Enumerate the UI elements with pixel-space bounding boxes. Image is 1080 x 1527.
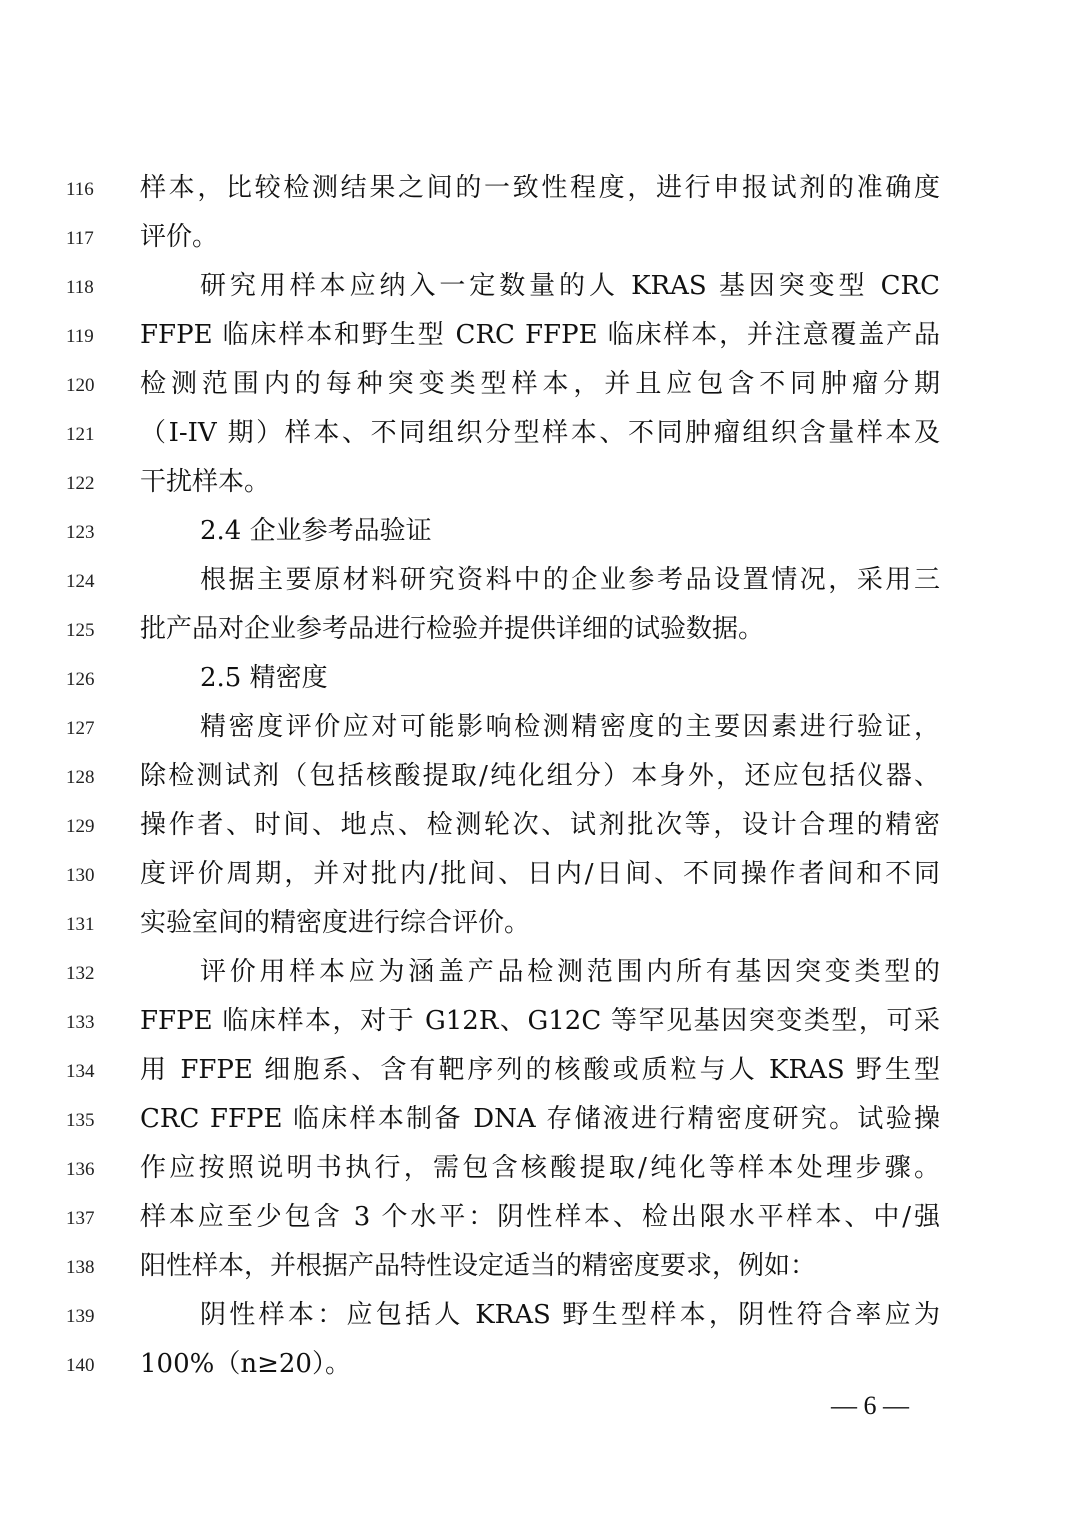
line-text: 2.5 精密度: [200, 663, 328, 693]
line-text: （I-IV 期）样本、不同组织分型样本、不同肿瘤组织含量样本及: [140, 418, 940, 448]
line-text: 评价用样本应为涵盖产品检测范围内所有基因突变类型的: [200, 957, 940, 987]
line-number: 140: [66, 1355, 95, 1376]
line-number: 119: [66, 326, 94, 347]
line-text: 2.4 企业参考品验证: [200, 516, 432, 546]
line-text: 样本，比较检测结果之间的一致性程度，进行申报试剂的准确度: [140, 173, 940, 203]
text-line: [0, 1195, 1080, 1244]
line-number: 136: [66, 1159, 95, 1180]
text-line: [0, 509, 1080, 558]
line-text: 根据主要原材料研究资料中的企业参考品设置情况，采用三: [200, 565, 940, 595]
line-text: 阴性样本：应包括人 KRAS 野生型样本，阴性符合率应为: [200, 1300, 940, 1330]
line-number: 138: [66, 1257, 95, 1278]
line-text: 精密度评价应对可能影响检测精密度的主要因素进行验证，: [200, 712, 940, 742]
line-number: 116: [66, 179, 94, 200]
line-number: 137: [66, 1208, 95, 1229]
line-text: 除检测试剂（包括核酸提取/纯化组分）本身外，还应包括仪器、: [140, 761, 940, 791]
line-number: 124: [66, 571, 95, 592]
line-text: 用 FFPE 细胞系、含有靶序列的核酸或质粒与人 KRAS 野生型: [140, 1055, 940, 1085]
text-line: [0, 558, 1080, 607]
text-line: [0, 852, 1080, 901]
line-number: 139: [66, 1306, 95, 1327]
text-line: [0, 1146, 1080, 1195]
line-number: 135: [66, 1110, 95, 1131]
text-line: [0, 362, 1080, 411]
line-number: 129: [66, 816, 95, 837]
text-line: [0, 1097, 1080, 1146]
line-number: 120: [66, 375, 95, 396]
text-line: [0, 1048, 1080, 1097]
text-line: [0, 803, 1080, 852]
line-text: 检测范围内的每种突变类型样本，并且应包含不同肿瘤分期: [140, 369, 940, 399]
text-line: [0, 166, 1080, 215]
text-line: [0, 411, 1080, 460]
line-number: 133: [66, 1012, 95, 1033]
text-line: [0, 656, 1080, 705]
text-line: [0, 901, 1080, 950]
line-number: 132: [66, 963, 95, 984]
line-number: 121: [66, 424, 95, 445]
line-text: 批产品对企业参考品进行检验并提供详细的试验数据。: [140, 614, 765, 644]
line-text: FFPE 临床样本，对于 G12R、G12C 等罕见基因突变类型，可采: [140, 1006, 940, 1036]
line-number: 118: [66, 277, 94, 298]
line-text: 度评价周期，并对批内/批间、日内/日间、不同操作者间和不同: [140, 859, 940, 889]
line-number: 122: [66, 473, 95, 494]
text-line: [0, 999, 1080, 1048]
line-number: 128: [66, 767, 95, 788]
line-number: 117: [66, 228, 94, 249]
line-text: 阳性样本，并根据产品特性设定适当的精密度要求，例如：: [140, 1251, 817, 1281]
line-text: 干扰样本。: [140, 467, 271, 497]
line-number: 130: [66, 865, 95, 886]
page-number: — 6 —: [831, 1391, 909, 1420]
line-text: 操作者、时间、地点、检测轮次、试剂批次等，设计合理的精密: [140, 810, 940, 840]
text-line: [0, 607, 1080, 656]
line-text: 100%（n≥20）。: [140, 1349, 351, 1379]
text-line: [0, 215, 1080, 264]
line-number: 131: [66, 914, 95, 935]
line-text: CRC FFPE 临床样本制备 DNA 存储液进行精密度研究。试验操: [140, 1104, 940, 1134]
line-number: 123: [66, 522, 95, 543]
text-line: [0, 1342, 1080, 1391]
line-number: 134: [66, 1061, 95, 1082]
line-number: 125: [66, 620, 95, 641]
text-line: [0, 950, 1080, 999]
text-line: [0, 1293, 1080, 1342]
text-line: [0, 460, 1080, 509]
line-number: 127: [66, 718, 95, 739]
line-number: 126: [66, 669, 95, 690]
text-line: [0, 313, 1080, 362]
line-text: FFPE 临床样本和野生型 CRC FFPE 临床样本，并注意覆盖产品: [140, 320, 940, 350]
line-text: 评价。: [140, 222, 219, 252]
text-line: [0, 264, 1080, 313]
line-text: 研究用样本应纳入一定数量的人 KRAS 基因突变型 CRC: [200, 271, 940, 301]
line-text: 实验室间的精密度进行综合评价。: [140, 908, 531, 938]
text-line: [0, 1244, 1080, 1293]
text-line: [0, 754, 1080, 803]
line-text: 样本应至少包含 3 个水平：阴性样本、检出限水平样本、中/强: [140, 1202, 940, 1232]
text-line: [0, 705, 1080, 754]
line-text: 作应按照说明书执行，需包含核酸提取/纯化等样本处理步骤。: [140, 1153, 940, 1183]
